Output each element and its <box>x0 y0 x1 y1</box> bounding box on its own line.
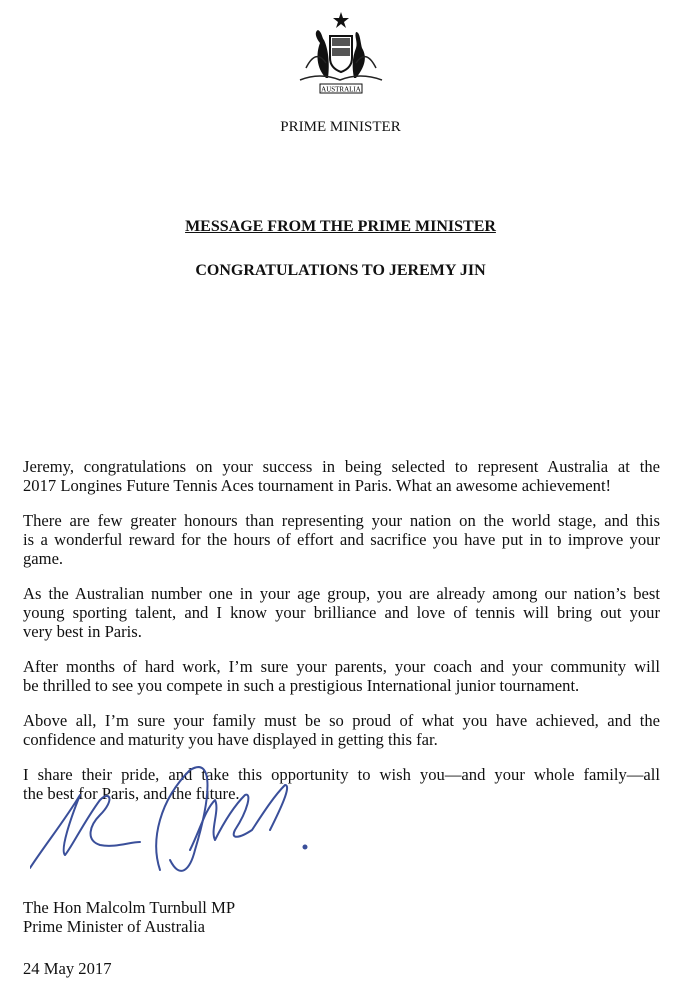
handwritten-signature <box>30 760 310 890</box>
text-line: very best in Paris. <box>23 622 142 641</box>
text-line: the best for Paris, and the future. <box>23 784 240 803</box>
text-line: Above all, I’m sure your family must be so proud of what you have achieved, and the <box>23 711 660 730</box>
paragraph-5 <box>23 711 660 749</box>
paragraph-4 <box>23 657 660 695</box>
text-line: young sporting talent, and I know your brilliance and love of tennis will bring out your <box>23 603 660 622</box>
congratulations-subheading: CONGRATULATIONS TO JEREMY JIN <box>195 262 486 279</box>
text-line: be thrilled to see you compete in such a prestigious International junior tournament. <box>23 676 580 695</box>
signatory-name: The Hon Malcolm Turnbull MP <box>23 898 236 917</box>
coat-of-arms-crest <box>286 8 396 108</box>
text-line: I share their pride, and take this opportunity to wish you—and your whole family—all <box>23 765 660 784</box>
signatory-title: Prime Minister of Australia <box>23 917 206 936</box>
text-line: Jeremy, congratulations on your success in being selected to represent Australia at the <box>23 457 660 476</box>
paragraph-2 <box>23 511 660 568</box>
text-line: is a wonderful reward for the hours of effort and sacrifice you have put in to improve your <box>23 530 660 549</box>
paragraph-3 <box>23 584 660 641</box>
text-line: There are few greater honours than representing your nation on the world stage, and this <box>23 511 660 530</box>
text-line: game. <box>23 549 64 568</box>
text-line: As the Australian number one in your age group, you are already among our nation’s best <box>23 584 660 603</box>
text-line: 2017 Longines Future Tennis Aces tournament in Paris. What an awesome achievement! <box>23 476 612 495</box>
office-label: PRIME MINISTER <box>280 119 401 135</box>
letter-date: 24 May 2017 <box>23 959 112 978</box>
svg-text:AUSTRALIA: AUSTRALIA <box>321 85 361 94</box>
text-line: confidence and maturity you have displayed in getting this far. <box>23 730 438 749</box>
message-heading: MESSAGE FROM THE PRIME MINISTER <box>185 218 496 235</box>
text-line: After months of hard work, I’m sure your parents, your coach and your community will <box>23 657 660 676</box>
paragraph-1 <box>23 457 660 495</box>
